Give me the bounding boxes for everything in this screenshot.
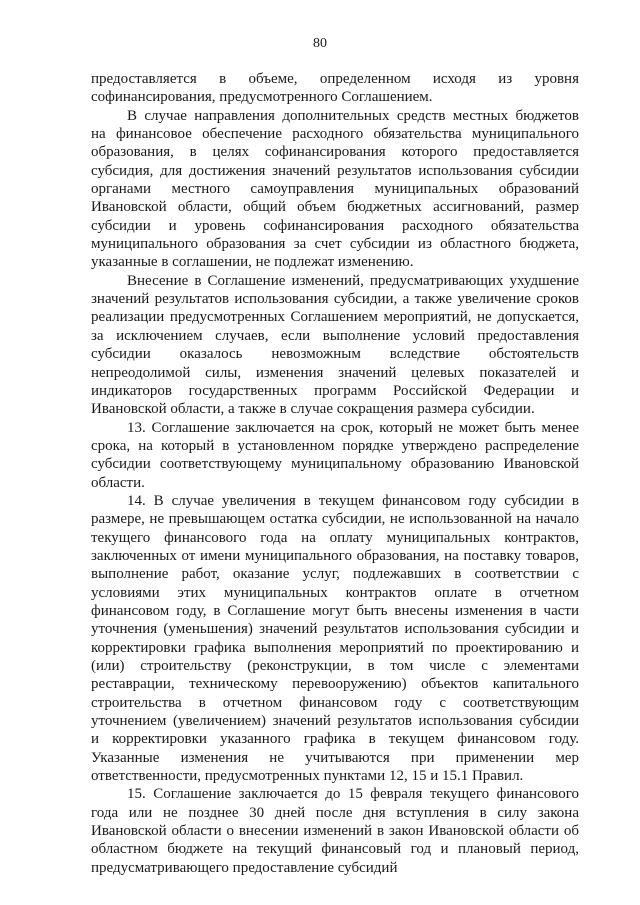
- paragraph: [91, 70, 579, 107]
- text-line: реализации предусмотренных Соглашением мероприятий, не допускается,: [91, 309, 579, 326]
- text-line: субсидии оказалось невозможным вследствие обстоятельств: [91, 346, 579, 363]
- text-line: Внесение в Соглашение изменений, предусматривающих ухудшение: [127, 272, 579, 289]
- text-line: строительства в отчетном финансовом году с соответствующим: [91, 694, 579, 711]
- text-line: выполнение работ, оказание услуг, подлежавших в соответствии с: [91, 566, 579, 583]
- text-line: и корректировки указанного графика в текущем финансовом году.: [91, 731, 579, 748]
- text-line: В случае направления дополнительных средств местных бюджетов: [127, 107, 579, 124]
- paragraph: [91, 107, 579, 272]
- text-line: ответственности, предусмотренных пунктами 12, 15 и 15.1 Правил.: [91, 768, 524, 785]
- text-line: предоставляется в объеме, определенном исходя из уровня: [91, 71, 579, 87]
- text-line: областном бюджете на текущий финансовый год и плановый период,: [91, 841, 579, 858]
- text-line: Ивановской области о внесении изменений в закон Ивановской области об: [91, 823, 579, 840]
- text-line: размере, не превышающем остатка субсидии, не использованной на начало: [91, 511, 579, 528]
- text-line: субсидия, для достижения значений результатов использования субсидии: [91, 162, 579, 179]
- text-line: Ивановской области, общий объем бюджетных ассигнований, размер: [91, 199, 579, 216]
- body-text: [91, 70, 579, 877]
- text-line: предусматривающего предоставление субсидий: [91, 859, 398, 876]
- text-line: 14. В случае увеличения в текущем финансовом году субсидии в: [127, 492, 579, 509]
- text-line: софинансирования, предусмотренного Соглашением.: [91, 89, 433, 106]
- text-line: субсидии соответствующему муниципальному образованию Ивановской: [91, 456, 579, 473]
- text-line: реставрации, техническому перевооружению) объектов капитального: [91, 676, 579, 693]
- paragraph: [91, 785, 579, 877]
- text-line: срока, на который в установленном порядке утверждено распределение: [91, 437, 579, 454]
- text-line: 13. Соглашение заключается на срок, который не может быть менее: [127, 419, 579, 436]
- text-line: индикаторов государственных программ Российской Федерации и: [91, 382, 579, 399]
- text-line: уточнения (уменьшения) значений результатов использования субсидии и: [91, 621, 579, 638]
- page-number: 80: [313, 36, 327, 51]
- text-line: на финансовое обеспечение расходного обязательства муниципального: [91, 126, 579, 143]
- text-line: финансовом году, в Соглашение могут быть внесены изменения в части: [91, 602, 579, 619]
- text-line: муниципального образования за счет субсидии из областного бюджета,: [91, 236, 579, 253]
- text-line: корректировки графика выполнения мероприятий по проектированию и: [91, 639, 579, 656]
- text-line: за исключением случаев, если выполнение условий предоставления: [91, 327, 579, 344]
- text-line: текущего финансового года на оплату муниципальных контрактов,: [91, 529, 579, 546]
- paragraph: [91, 419, 579, 492]
- paragraph: [91, 492, 579, 786]
- text-line: непреодолимой силы, изменения значений целевых показателей и: [91, 364, 579, 381]
- text-line: органами местного самоуправления муниципальных образований: [91, 181, 579, 198]
- text-line: субсидии и уровень софинансирования расходного обязательства: [91, 217, 579, 234]
- text-line: года или не позднее 30 дней после дня вступления в силу закона: [91, 804, 579, 821]
- text-line: образования, в целях софинансирования которого предоставляется: [91, 144, 579, 161]
- text-line: условиями этих муниципальных контрактов оплате в отчетном: [91, 584, 579, 601]
- text-line: 15. Соглашение заключается до 15 февраля текущего финансового: [127, 786, 579, 803]
- paragraph: [91, 272, 579, 419]
- text-line: (или) строительству (реконструкции, в том числе с элементами: [91, 658, 579, 674]
- text-line: уточнением (увеличением) значений результатов использования субсидии: [91, 713, 579, 730]
- text-line: области.: [91, 474, 145, 491]
- text-line: Указанные изменения не учитываются при применении мер: [91, 749, 579, 766]
- text-line: значений результатов использования субсидии, а также увеличение сроков: [91, 291, 579, 308]
- text-line: указанные в соглашении, не подлежат изменению.: [91, 254, 414, 271]
- text-line: Ивановской области, а также в случае сокращения размера субсидии.: [91, 401, 535, 418]
- text-line: заключенных от имени муниципального образования, на поставку товаров,: [91, 547, 579, 564]
